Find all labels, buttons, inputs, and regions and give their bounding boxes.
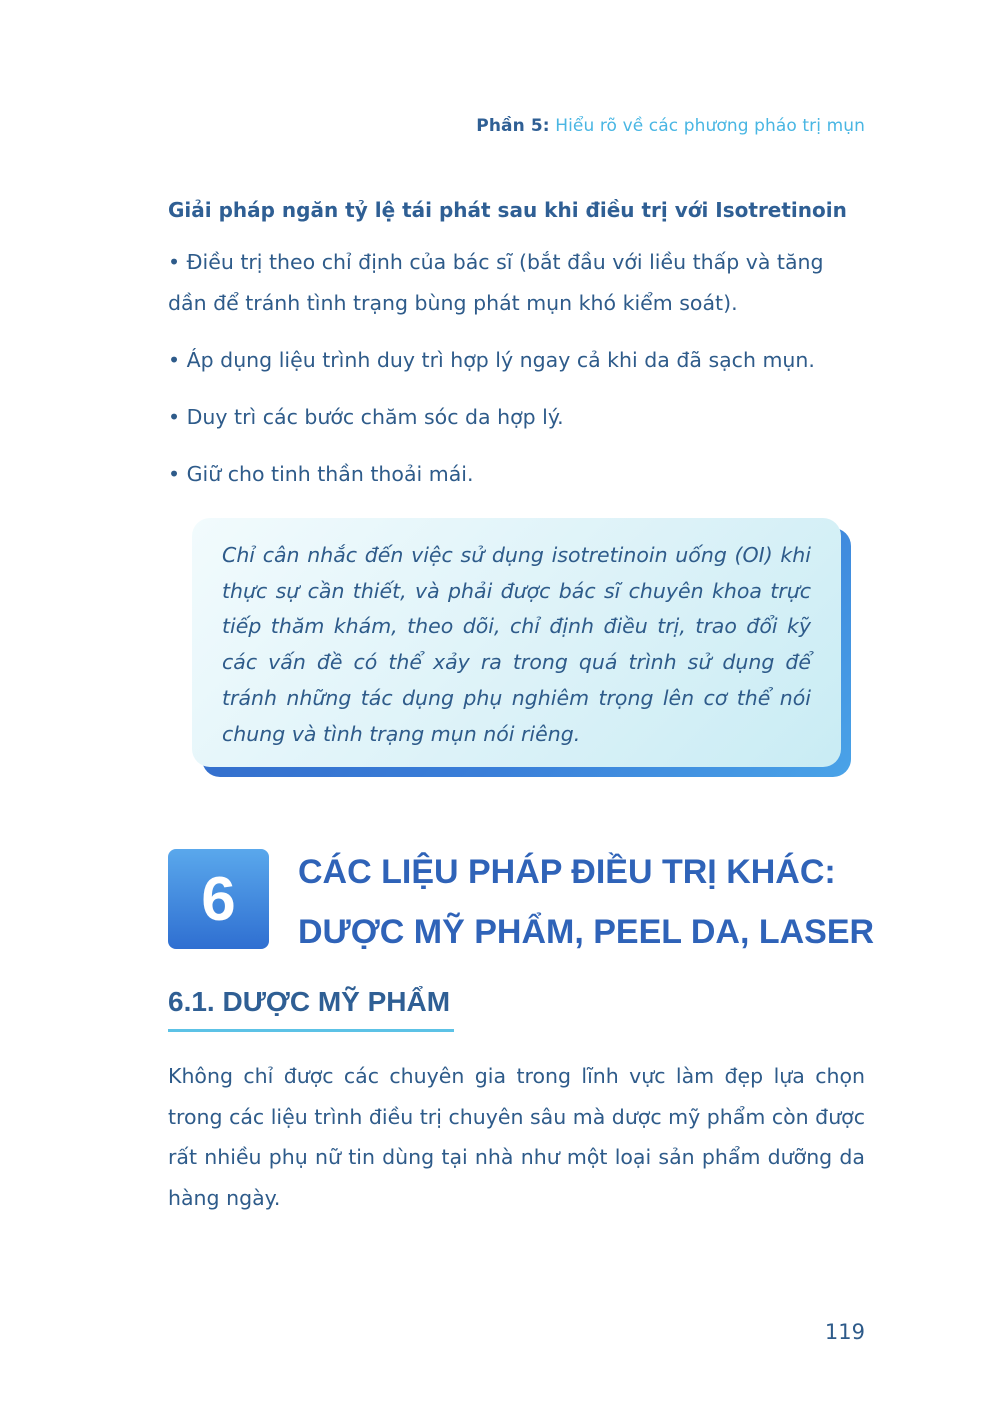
list-item-text: Giữ cho tinh thần thoải mái.	[186, 462, 474, 486]
body-paragraph: Không chỉ được các chuyên gia trong lĩnh vực làm đẹp lựa chọn trong các liệu trình điều trị chuyên sâu mà dược mỹ phẩm còn được rất nhiều phụ nữ tin dùng tại nhà như một loại sản phẩm dưỡng da hàng ngày.	[168, 1064, 865, 1210]
callout-box	[192, 518, 851, 777]
running-header	[476, 116, 865, 136]
bullet-icon: •	[168, 348, 181, 372]
list-item	[168, 242, 868, 324]
page-number: 119	[824, 1320, 865, 1344]
list-item-text: Áp dụng liệu trình duy trì hợp lý ngay cả khi da đã sạch mụn.	[186, 348, 815, 372]
list-item	[168, 454, 868, 495]
bullet-icon: •	[168, 405, 181, 429]
list-item-text: Duy trì các bước chăm sóc da hợp lý.	[186, 405, 564, 429]
callout-text: Chỉ cân nhắc đến việc sử dụng isotretinoin uống (OI) khi thực sự cần thiết, và phải được bác sĩ chuyên khoa trực tiếp thăm khám, theo dõi, chỉ định điều trị, trao đổi kỹ các vấn đề có thể xảy ra trong quá trình sử dụng để tránh những tác dụng phụ nghiêm trọng lên cơ thể nói chung và tình trạng mụn nói riêng.	[222, 543, 811, 746]
subsection-title: 6.1. DƯỢC MỸ PHẨM	[168, 986, 451, 1017]
part-title: Hiểu rõ về các phương pháo trị mụn	[555, 116, 865, 136]
section-title-line-1: CÁC LIỆU PHÁP ĐIỀU TRỊ KHÁC:	[298, 853, 836, 891]
solution-heading: Giải pháp ngăn tỷ lệ tái phát sau khi điều trị với Isotretinoin	[168, 198, 847, 222]
list-item	[168, 340, 868, 381]
section-title	[298, 842, 874, 962]
subsection-underline	[168, 1029, 454, 1032]
part-label: Phần 5:	[476, 116, 550, 136]
callout-panel	[192, 518, 841, 767]
list-item	[168, 397, 868, 438]
section-number-badge: 6	[168, 849, 269, 949]
solution-bullet-list	[168, 242, 868, 511]
bullet-icon: •	[168, 250, 181, 274]
bullet-icon: •	[168, 462, 181, 486]
list-item-text: Điều trị theo chỉ định của bác sĩ (bắt đầu với liều thấp và tăng dần để tránh tình trạng bùng phát mụn khó kiểm soát).	[168, 250, 824, 315]
section-title-line-2: DƯỢC MỸ PHẨM, PEEL DA, LASER	[298, 913, 875, 951]
